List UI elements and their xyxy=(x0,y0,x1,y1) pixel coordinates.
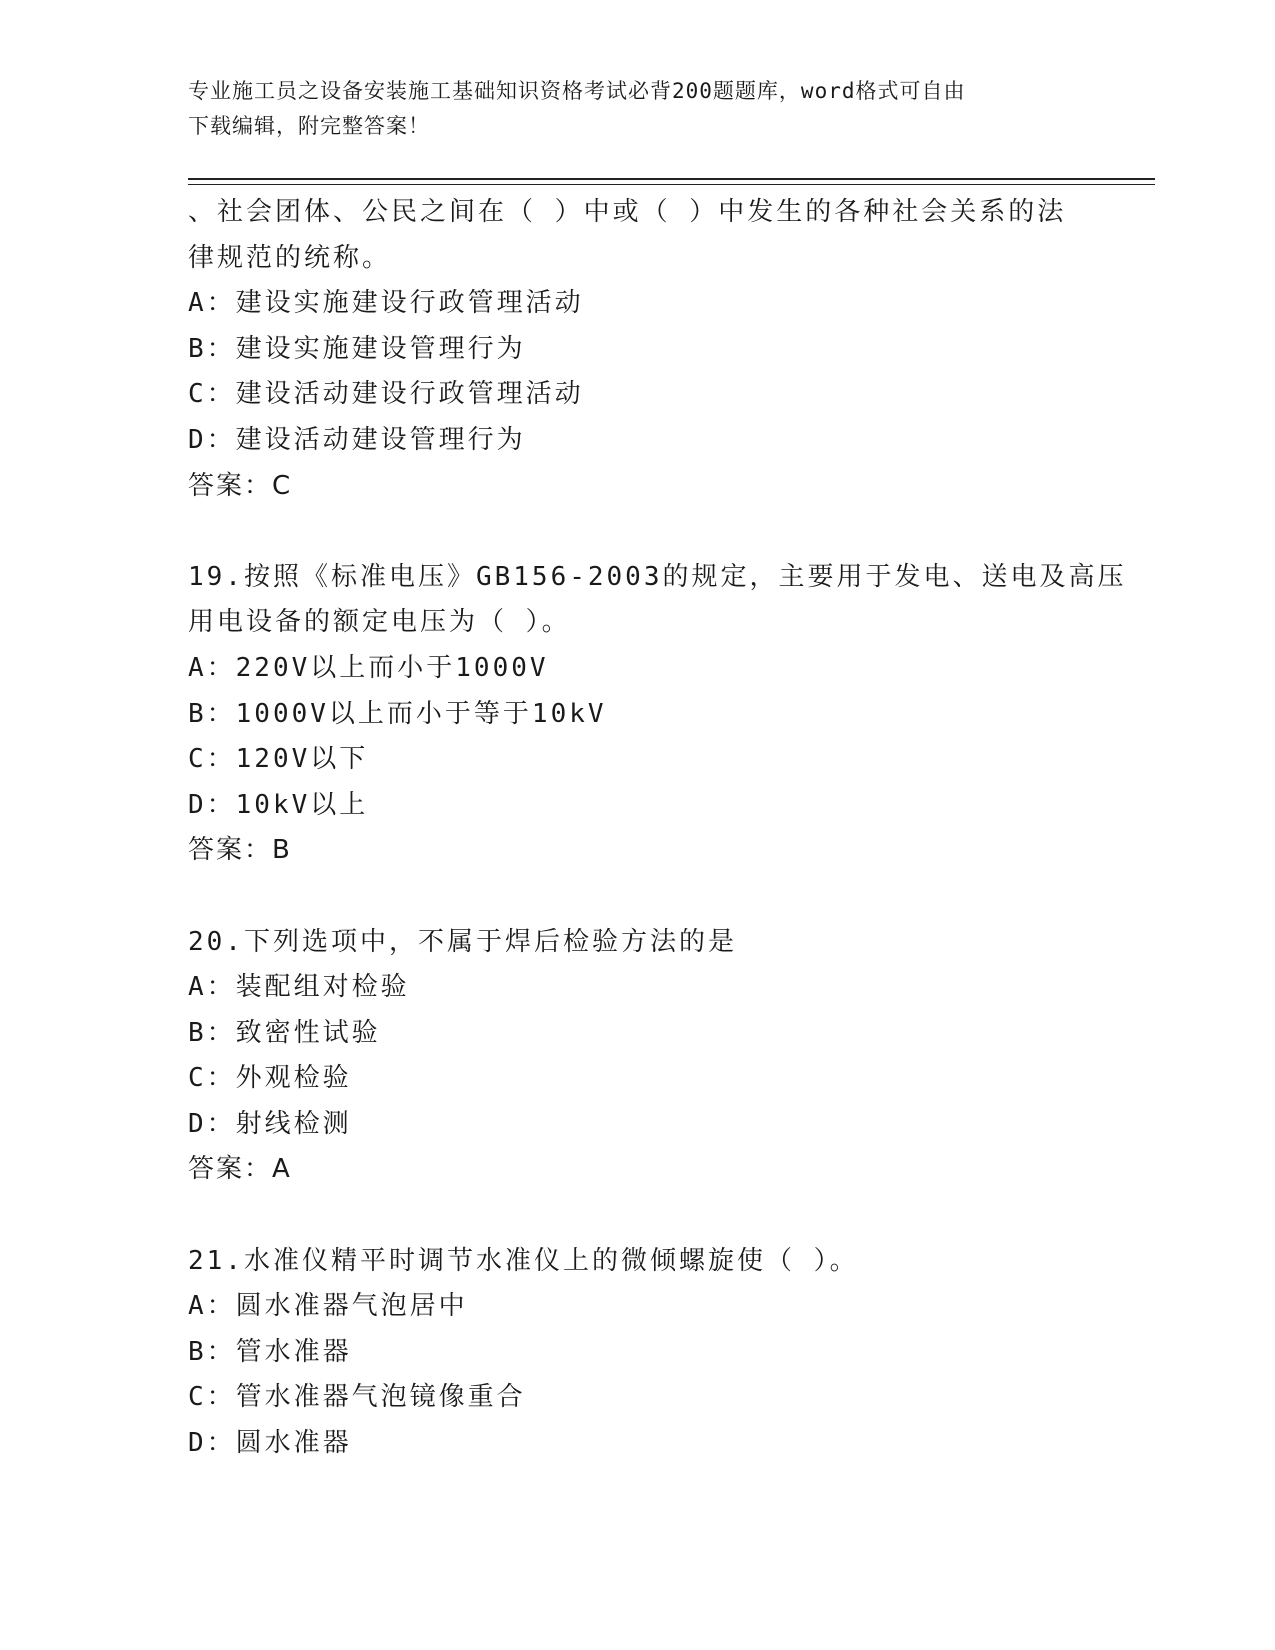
option-d: D：圆水准器 xyxy=(188,1428,352,1459)
question-list xyxy=(188,190,1127,1467)
option-c: C：管水准器气泡镜像重合 xyxy=(188,1382,526,1413)
option-b: B：建设实施建设管理行为 xyxy=(188,333,526,364)
question-21 xyxy=(188,1239,1088,1467)
option-b: B：管水准器 xyxy=(188,1336,352,1367)
header-rule-thick xyxy=(188,178,1155,180)
option-b: B：致密性试验 xyxy=(188,1017,381,1048)
question-stem: 用电设备的额定电压为（ ）。 xyxy=(188,607,571,638)
header-line-2: 下载编辑，附完整答案！ xyxy=(188,114,430,138)
document-header xyxy=(188,74,1068,144)
option-d: D：射线检测 xyxy=(188,1108,352,1139)
header-line-1: 专业施工员之设备安装施工基础知识资格考试必背200题题库，word格式可自由 xyxy=(188,79,966,103)
question-stem: 、社会团体、公民之间在（ ）中或（ ）中发生的各种社会关系的法 xyxy=(188,197,1067,227)
header-rule-thin xyxy=(188,184,1155,185)
question-stem: 19.按照《标准电压》GB156-2003的规定，主要用于发电、送电及高压 xyxy=(188,561,1127,592)
answer-line: 答案：C xyxy=(188,470,293,501)
answer-line: 答案：B xyxy=(188,835,292,866)
option-b: B：1000V以上而小于等于10kV xyxy=(188,698,607,729)
question-20 xyxy=(188,920,1088,1194)
option-c: C：外观检验 xyxy=(188,1063,352,1094)
question-stem: 律规范的统称。 xyxy=(188,242,392,273)
option-c: C：120V以下 xyxy=(188,744,369,775)
option-d: D：建设活动建设管理行为 xyxy=(188,424,526,455)
option-a: A：圆水准器气泡居中 xyxy=(188,1291,468,1322)
answer-line: 答案：A xyxy=(188,1154,292,1185)
option-a: A：装配组对检验 xyxy=(188,972,410,1003)
question-19 xyxy=(188,555,1127,874)
option-a: A：建设实施建设行政管理活动 xyxy=(188,288,584,319)
option-c: C：建设活动建设行政管理活动 xyxy=(188,379,584,410)
option-d: D：10kV以上 xyxy=(188,789,369,820)
question-stem: 20.下列选项中，不属于焊后检验方法的是 xyxy=(188,926,737,957)
question-stem: 21.水准仪精平时调节水准仪上的微倾螺旋使（ ）。 xyxy=(188,1245,859,1276)
option-a: A：220V以上而小于1000V xyxy=(188,652,549,683)
question-18 xyxy=(188,190,1088,509)
